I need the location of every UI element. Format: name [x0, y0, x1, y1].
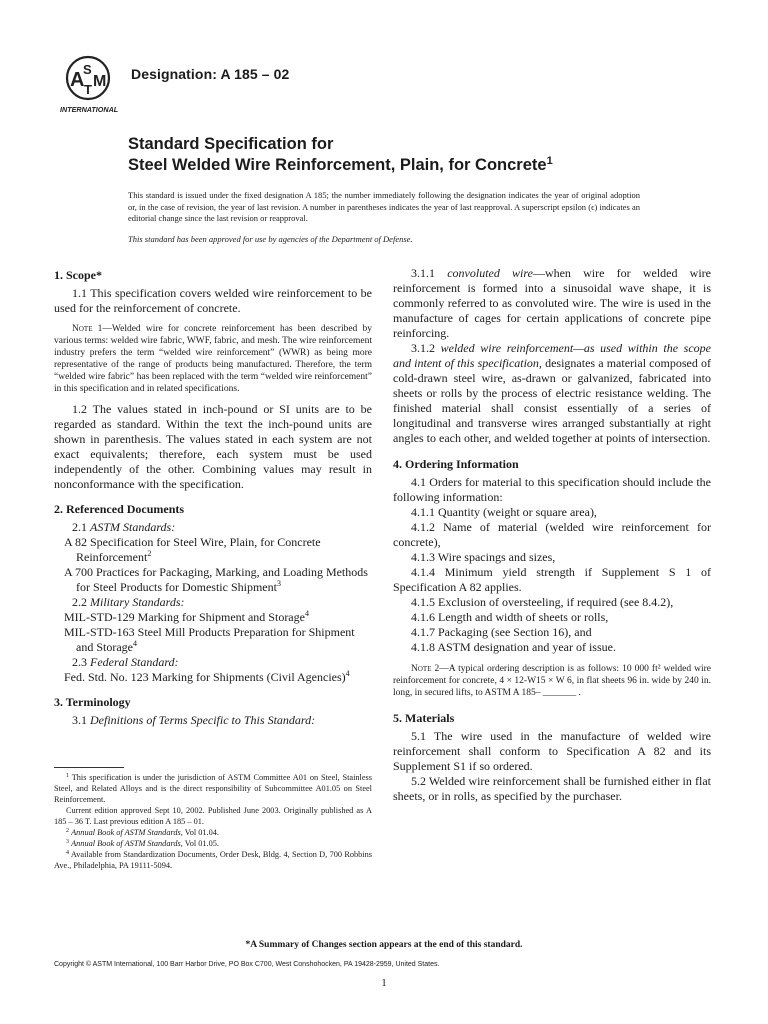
summary-of-changes-notice: *A Summary of Changes section appears at the end of this standard. — [245, 940, 523, 950]
left-column — [54, 266, 372, 728]
ref-a700-sup: 3 — [276, 579, 281, 588]
dod-approval: This standard has been approved for use by agencies of the Department of Defense. — [128, 234, 413, 244]
section-scope-heading: 1. Scope* — [54, 268, 102, 282]
item-4-1-7: 4.1.7 Packaging (see Section 16), and — [411, 625, 592, 639]
ref-a700 — [54, 565, 372, 595]
footnote-1b: Current edition approved Sept 10, 2002. Published June 2003. Originally published as A 185 – 36 T. Last previous edition A 185 – 01. — [54, 806, 372, 826]
footnote-1-text: This specification is under the jurisdiction of ASTM Committee A01 on Steel, Stainless Steel, and Related Alloys and is the direct responsibility of Subcommittee A01.05 on Steel Reinforcement. — [54, 773, 372, 804]
ref-fed — [54, 670, 372, 685]
item-4-1-1: 4.1.1 Quantity (weight or square area), — [411, 505, 597, 519]
astm-logo — [60, 52, 122, 116]
title-text: Steel Welded Wire Reinforcement, Plain, for Concrete — [128, 156, 547, 174]
ref-mil163-sup: 4 — [132, 639, 137, 648]
para-1-2: 1.2 The values stated in inch-pound or SI units are to be regarded as standard. Within the text the inch-pound units are shown in parenthesis. The values stated in each system are not exact equivalents; therefore, each system must be used independently of the other. Combining values may result in nonconformance with the specification. — [54, 402, 372, 491]
term-3-1-1 — [393, 266, 711, 341]
footnote-3-vol: , Vol 01.05. — [180, 839, 219, 848]
ref-mil129 — [54, 610, 372, 625]
ref-mil163 — [54, 625, 372, 655]
term-3-1-2-text: designates a material composed of cold-drawn steel wire, as-drawn or galvanized, fabricated into sheets or rolls by the process of electric resistance welding. The finished material shall consist essentially of a series of longitudinal and transverse wires arranged substantially at right angles to each other, and welded together at points of intersection. — [393, 356, 711, 445]
ref-mil163-text: MIL-STD-163 Steel Mill Products Preparation for Shipment and Storage — [64, 625, 355, 654]
para-1-1: 1.1 This specification covers welded wire reinforcement to be used for the reinforcement of concrete. — [54, 286, 372, 315]
footnote-2-title: Annual Book of ASTM Standards — [71, 828, 181, 837]
copyright: Copyright © ASTM International, 100 Barr Harbor Drive, PO Box C700, West Conshohocken, PA 19428-2959, United States. — [54, 961, 440, 968]
svg-text:S: S — [83, 62, 92, 77]
ref-a82-text: A 82 Specification for Steel Wire, Plain, for Concrete Reinforcement — [64, 535, 321, 564]
svg-text:A: A — [70, 69, 85, 91]
page-number: 1 — [381, 977, 387, 989]
note-1-label: Note — [72, 324, 93, 334]
ref-2-1 — [54, 520, 372, 535]
item-4-1-5: 4.1.5 Exclusion of oversteeling, if required (see 8.4.2), — [411, 595, 674, 609]
ref-2-1-num: 2.1 — [72, 520, 90, 534]
item-4-1-3: 4.1.3 Wire spacings and sizes, — [411, 550, 556, 564]
designation: Designation: A 185 – 02 — [131, 66, 290, 82]
term-3-1-2-num: 3.1.2 — [411, 341, 441, 355]
footnotes — [54, 772, 372, 871]
ref-a82-sup: 2 — [147, 549, 152, 558]
term-3-1-label: Definitions of Terms Specific to This Standard: — [90, 713, 316, 727]
note-1-text: 1—Welded wire for concrete reinforcement has been described by various terms: welded wire fabric, WWF, fabric, and mesh. The wire reinforcement industry prefers the term “welded wire reinforcement” (WWR) as being more representative of the range of products being manufactured. Therefore, the term “welded wire fabric” has been replaced with the term “welded wire reinforcement” in this specification and in related specifications. — [54, 324, 372, 394]
intro-paragraph: This standard is issued under the fixed designation A 185; the number immediately following the designation indicates the year of original adoption or, in the case of revision, the year of last revision. A number in parentheses indicates the year of last reapproval. A superscript epsilon (ϵ) indicates an editorial change since the last revision or reapproval. — [128, 190, 640, 223]
footnote-4-text: Available from Standardization Documents, Order Desk, Bldg. 4, Section D, 700 Robbins Ave., Philadelphia, PA 19111-5094. — [54, 850, 372, 870]
ref-fed-sup: 4 — [345, 669, 350, 678]
ref-2-3-num: 2.3 — [72, 655, 90, 669]
footnote-2 — [54, 827, 372, 838]
term-3-1-1-text: —when wire for welded wire reinforcement is formed into a sinusoidal wave shape, it is commonly referred to as convoluted wire. The wire is used in the manufacture of cages for certain applications of concrete pipe reinforcing. — [393, 266, 711, 340]
svg-text:M: M — [93, 73, 107, 90]
item-4-1-8: 4.1.8 ASTM designation and year of issue. — [411, 640, 616, 654]
term-3-1-1-term: convoluted wire — [447, 266, 533, 280]
item-4-1-2: 4.1.2 Name of material (welded wire reinforcement for concrete), — [393, 520, 711, 549]
footnote-rule — [54, 767, 124, 768]
ref-a82 — [54, 535, 372, 565]
note-2-label: Note — [411, 664, 432, 674]
footnote-3-title: Annual Book of ASTM Standards — [71, 839, 181, 848]
svg-text:T: T — [84, 82, 92, 97]
ref-a700-text: A 700 Practices for Packaging, Marking, and Loading Methods for Steel Products for Domestic Shipment — [64, 565, 368, 594]
ref-mil129-sup: 4 — [304, 609, 309, 618]
footnote-1 — [54, 772, 372, 805]
title-footnote-ref: 1 — [546, 155, 553, 167]
title-line-1: Standard Specification for — [128, 135, 334, 153]
term-3-1-2 — [393, 341, 711, 446]
logo-international: INTERNATIONAL — [60, 105, 119, 114]
para-5-2: 5.2 Welded wire reinforcement shall be furnished either in flat sheets, or in rolls, as specified by the purchaser. — [393, 774, 711, 803]
footnote-2-marker: 2 — [66, 828, 69, 834]
ref-2-2 — [54, 595, 372, 610]
footnote-3-marker: 3 — [66, 839, 69, 845]
term-3-1 — [54, 713, 372, 728]
para-4-1: 4.1 Orders for material to this specification should include the following information: — [393, 475, 711, 504]
footnote-2-vol: , Vol 01.04. — [180, 828, 219, 837]
ref-2-2-label: Military Standards: — [90, 595, 185, 609]
note-1 — [54, 323, 372, 395]
note-2 — [393, 663, 711, 699]
section-referenced-docs-heading: 2. Referenced Documents — [54, 502, 185, 516]
item-4-1-6: 4.1.6 Length and width of sheets or rolls, — [411, 610, 609, 624]
para-5-1: 5.1 The wire used in the manufacture of welded wire reinforcement shall conform to Specification A 82 and its Supplement S1 if so ordered. — [393, 729, 711, 773]
title-line-2 — [128, 155, 728, 176]
term-3-1-2-term: welded wire reinforcement—as used within the scope and intent of this specification, — [393, 341, 711, 370]
ref-2-2-num: 2.2 — [72, 595, 90, 609]
title-block — [128, 134, 728, 176]
section-terminology-heading: 3. Terminology — [54, 695, 131, 709]
ref-2-1-label: ASTM Standards: — [90, 520, 176, 534]
ref-fed-text: Fed. Std. No. 123 Marking for Shipments (Civil Agencies) — [64, 670, 346, 684]
section-ordering-heading: 4. Ordering Information — [393, 457, 519, 471]
ref-mil129-text: MIL-STD-129 Marking for Shipment and Storage — [64, 610, 305, 624]
footnote-1-marker: 1 — [66, 773, 69, 779]
ref-2-3 — [54, 655, 372, 670]
term-3-1-num: 3.1 — [72, 713, 90, 727]
footnote-3 — [54, 838, 372, 849]
term-3-1-1-num: 3.1.1 — [411, 266, 448, 280]
note-2-text: 2—A typical ordering description is as follows: 10 000 ft² welded wire reinforcement for concrete, 4 × 12-W15 × W 6, in flat sheets 96 in. wide by 240 in. long, in secured lifts, to ASTM A 185– _______ . — [393, 664, 711, 698]
right-column — [393, 266, 711, 804]
item-4-1-4: 4.1.4 Minimum yield strength if Supplement S 1 of Specification A 82 applies. — [393, 565, 711, 594]
ref-2-3-label: Federal Standard: — [90, 655, 179, 669]
footnote-4-marker: 4 — [66, 850, 69, 856]
section-materials-heading: 5. Materials — [393, 711, 455, 725]
footnote-4 — [54, 849, 372, 871]
